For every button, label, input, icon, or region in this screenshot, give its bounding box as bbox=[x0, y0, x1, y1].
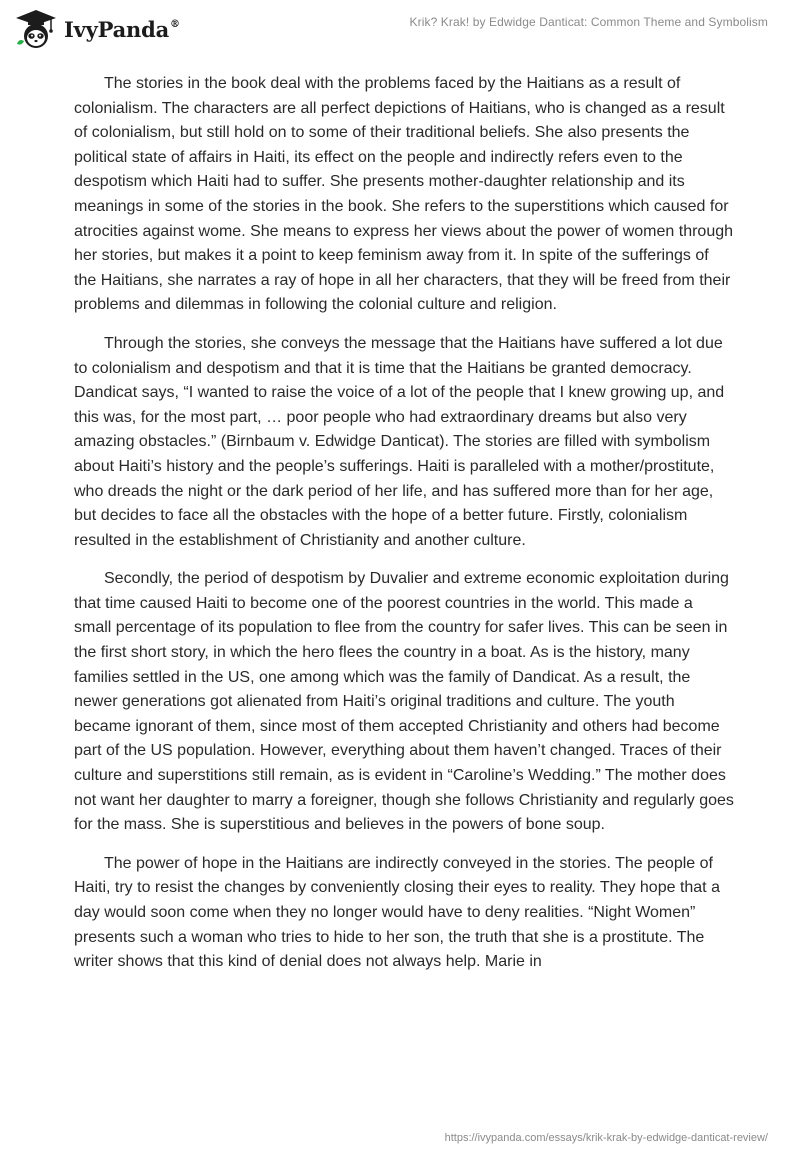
paragraph: Through the stories, she conveys the message that the Haitians have suffered a lot due to colonialism and despotism and that it is time that the Haitians be granted democracy. Dandicat says, “I wanted to raise the voice of a lot of the people that I knew growing up, and this was, for the most part, … poor people who had extraordinary dreams but also very amazing obstacles.” (Birnbaum v. Edwidge Danticat). The stories are filled with symbolism about Haiti’s history and the people’s sufferings. Haiti is paralleled with a mother/prostitute, who dreads the night or the dark period of her life, and has suffered more than for her age, but decides to face all the obstacles with the hope of a better future. Firstly, colonialism resulted in the establishment of Christianity and another culture. bbox=[74, 334, 725, 549]
document-title: Krik? Krak! by Edwidge Danticat: Common Theme and Symbolism bbox=[409, 15, 768, 29]
registered-mark: ® bbox=[170, 18, 180, 30]
essay-body bbox=[74, 72, 734, 989]
paragraph: Secondly, the period of despotism by Duvalier and extreme economic exploitation during that time caused Haiti to become one of the poorest countries in the world. This made a small percentage of its population to flee from the country for safer lives. This can be seen in the first short story, in which the hero flees the country in a boat. As is the history, many families settled in the US, one among which was the family of Dandicat. As a result, the newer generations got alienated from Haiti’s original traditions and culture. The youth became ignorant of them, since most of them accepted Christianity and others had become part of the US population. However, everything about them haven’t changed. Traces of their culture and superstitions still remain, as is evident in “Caroline’s Wedding.” The mother does not want her daughter to marry a foreigner, though she follows Christianity and regularly goes for the mass. She is superstitious and believes in the powers of bone soup. bbox=[74, 570, 734, 834]
source-url-link[interactable]: https://ivypanda.com/essays/krik-krak-by-edwidge-danticat-review/ bbox=[444, 1132, 768, 1144]
page-header bbox=[0, 0, 800, 60]
paragraph: The stories in the book deal with the problems faced by the Haitians as a result of colonialism. The characters are all perfect depictions of Haitians, who is changed as a result of colonialism, but still hold on to some of their traditional beliefs. She also presents the political state of affairs in Haiti, its effect on the people and indirectly refers even to the despotism which Haiti had to suffer. She presents mother-daughter relationship and its meanings in some of the stories in the book. She refers to the superstitions which caused for atrocities against wome. She means to express her views about the power of women through her stories, but makes it a point to keep feminism away from it. In spite of the sufferings of the Haitians, she narrates a ray of hope in all her characters, that they will be freed from their problems and dilemmas in following the colonial culture and religion. bbox=[74, 75, 734, 314]
brand-name: IvyPanda® bbox=[64, 16, 180, 42]
paragraph: The power of hope in the Haitians are indirectly conveyed in the stories. The people of Haiti, try to resist the changes by conveniently closing their eyes to reality. They hope that a day would soon come when they no longer would have to deny realities. “Night Women” presents such a woman who tries to hide to her son, the truth that she is a prostitute. The writer shows that this kind of denial does not always help. Marie in bbox=[74, 854, 720, 971]
ivypanda-logo[interactable] bbox=[14, 8, 180, 50]
panda-graduation-icon bbox=[14, 8, 58, 50]
